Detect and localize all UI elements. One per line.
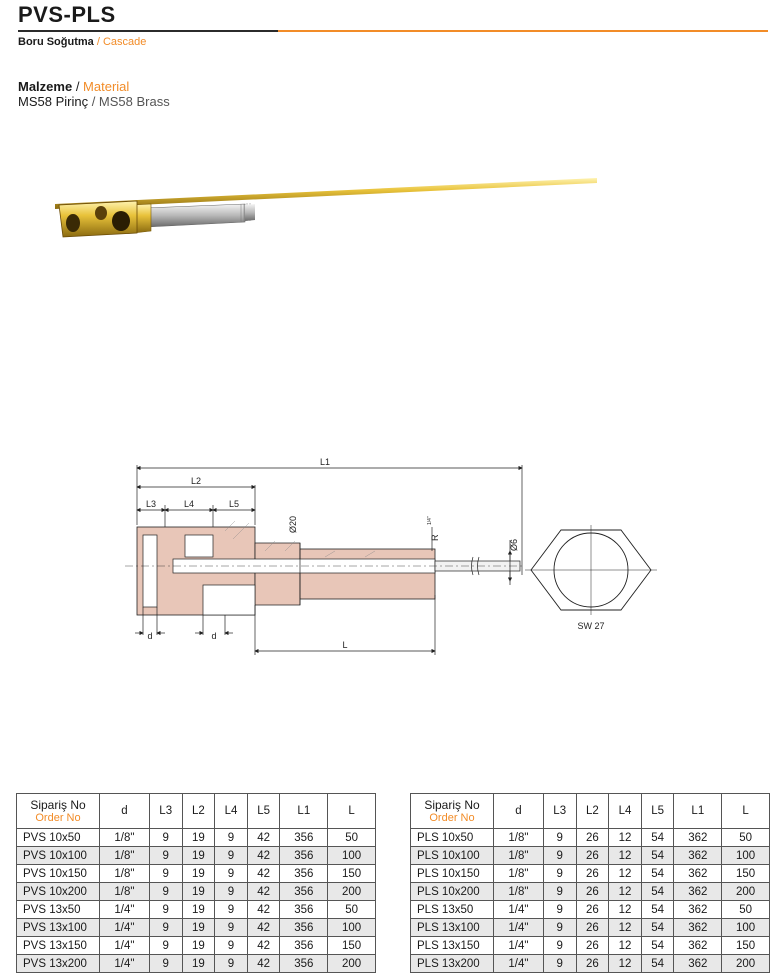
pvs-table	[16, 793, 376, 973]
table-cell: 1/8"	[100, 865, 150, 883]
table-cell: 1/8"	[100, 883, 150, 901]
table-cell: 356	[280, 901, 328, 919]
table-row	[17, 937, 376, 955]
table-row	[17, 829, 376, 847]
table-cell: 9	[149, 865, 182, 883]
material-value	[18, 94, 170, 109]
table-cell: 1/4"	[494, 901, 544, 919]
pls-col-L3: L3	[543, 794, 576, 829]
table-cell: 362	[674, 883, 722, 901]
table-row	[17, 955, 376, 973]
table-cell: 356	[280, 829, 328, 847]
table-cell: 54	[641, 847, 674, 865]
dim-L5: L5	[228, 499, 240, 509]
table-cell: 12	[609, 955, 642, 973]
pvs-col-order: Sipariş No Order No	[17, 794, 100, 829]
table-cell: 9	[215, 919, 248, 937]
table-cell: 9	[215, 829, 248, 847]
table-cell: 26	[576, 919, 609, 937]
table-cell: 26	[576, 901, 609, 919]
table-cell: 26	[576, 865, 609, 883]
table-cell: 1/8"	[494, 847, 544, 865]
table-cell: 356	[280, 937, 328, 955]
table-cell: 19	[182, 883, 215, 901]
dim-d2: d	[211, 631, 217, 641]
pls-col-L2: L2	[576, 794, 609, 829]
title-rule-orange	[278, 30, 768, 32]
table-cell: 1/8"	[100, 829, 150, 847]
table-cell: 200	[328, 955, 376, 973]
table-cell: 26	[576, 937, 609, 955]
table-cell: PLS 13x150	[411, 937, 494, 955]
table-cell: 362	[674, 847, 722, 865]
table-cell: 12	[609, 847, 642, 865]
dim-d1: d	[147, 631, 153, 641]
table-cell: 9	[543, 937, 576, 955]
material-label-sep: /	[72, 79, 84, 94]
table-cell: 1/4"	[494, 919, 544, 937]
table-cell: PLS 13x50	[411, 901, 494, 919]
pls-col-order: Sipariş No Order No	[411, 794, 494, 829]
table-cell: 12	[609, 883, 642, 901]
material-label-tr: Malzeme	[18, 79, 73, 94]
table-cell: PVS 13x50	[17, 901, 100, 919]
table-cell: 12	[609, 865, 642, 883]
table-cell: PLS 10x100	[411, 847, 494, 865]
pls-col-d: d	[494, 794, 544, 829]
table-cell: 9	[149, 955, 182, 973]
subtitle-sep: /	[93, 36, 103, 48]
table-cell: 19	[182, 919, 215, 937]
table-cell: 100	[722, 847, 770, 865]
pls-table	[410, 793, 770, 973]
table-cell: 42	[247, 865, 280, 883]
table-cell: PVS 10x100	[17, 847, 100, 865]
title-rule-dark	[18, 30, 278, 32]
technical-drawing	[125, 455, 660, 660]
table-cell: 42	[247, 955, 280, 973]
table-cell: 150	[328, 865, 376, 883]
table-cell: 9	[543, 919, 576, 937]
table-row	[411, 829, 770, 847]
dim-dia6: Ø6	[509, 538, 519, 551]
product-photo	[55, 175, 605, 255]
table-row	[411, 883, 770, 901]
table-cell: 9	[543, 847, 576, 865]
dim-L4: L4	[183, 499, 195, 509]
table-cell: 42	[247, 937, 280, 955]
table-cell: 362	[674, 937, 722, 955]
table-cell: 19	[182, 847, 215, 865]
dim-sw: SW 27	[577, 621, 605, 631]
table-cell: 42	[247, 883, 280, 901]
table-cell: 50	[328, 829, 376, 847]
table-row	[17, 865, 376, 883]
table-cell: 200	[328, 883, 376, 901]
table-cell: 1/8"	[494, 865, 544, 883]
table-row	[411, 937, 770, 955]
table-cell: 9	[149, 937, 182, 955]
table-cell: 26	[576, 955, 609, 973]
table-cell: 54	[641, 919, 674, 937]
table-cell: PLS 13x200	[411, 955, 494, 973]
table-cell: PVS 13x100	[17, 919, 100, 937]
table-cell: 54	[641, 901, 674, 919]
table-cell: 42	[247, 919, 280, 937]
table-cell: PLS 10x150	[411, 865, 494, 883]
pvs-header-row	[17, 794, 376, 829]
table-cell: 12	[609, 937, 642, 955]
table-cell: 19	[182, 937, 215, 955]
table-cell: 9	[215, 883, 248, 901]
subtitle	[18, 36, 146, 48]
table-row	[411, 847, 770, 865]
subtitle-en: Cascade	[102, 36, 147, 48]
table-cell: 150	[328, 937, 376, 955]
table-cell: 26	[576, 829, 609, 847]
table-cell: 54	[641, 937, 674, 955]
table-cell: 19	[182, 865, 215, 883]
dim-L3: L3	[145, 499, 157, 509]
table-cell: 356	[280, 883, 328, 901]
table-cell: 150	[722, 937, 770, 955]
table-cell: 12	[609, 829, 642, 847]
table-cell: 12	[609, 901, 642, 919]
table-row	[17, 883, 376, 901]
table-cell: 26	[576, 847, 609, 865]
table-cell: 9	[215, 847, 248, 865]
table-cell: 1/4"	[100, 937, 150, 955]
page-title: PVS-PLS	[18, 2, 116, 27]
table-cell: 9	[215, 865, 248, 883]
table-cell: 54	[641, 865, 674, 883]
table-cell: 9	[543, 883, 576, 901]
table-cell: 100	[722, 919, 770, 937]
table-cell: 1/4"	[100, 955, 150, 973]
table-cell: 362	[674, 829, 722, 847]
table-cell: 9	[215, 955, 248, 973]
table-cell: PLS 10x50	[411, 829, 494, 847]
table-cell: 42	[247, 847, 280, 865]
table-cell: PVS 10x50	[17, 829, 100, 847]
table-cell: 19	[182, 955, 215, 973]
pls-col-L: L	[722, 794, 770, 829]
table-row	[17, 847, 376, 865]
pls-header-row	[411, 794, 770, 829]
table-cell: 356	[280, 865, 328, 883]
dim-L1: L1	[319, 457, 331, 467]
table-cell: 1/4"	[100, 901, 150, 919]
table-cell: 9	[149, 901, 182, 919]
pvs-col-d: d	[100, 794, 150, 829]
table-cell: 356	[280, 919, 328, 937]
pvs-col-L1: L1	[280, 794, 328, 829]
table-cell: 9	[543, 901, 576, 919]
dim-thread: R	[430, 534, 440, 541]
table-cell: 50	[722, 829, 770, 847]
dim-L: L	[342, 640, 348, 650]
table-cell: 9	[543, 955, 576, 973]
table-cell: 362	[674, 955, 722, 973]
table-cell: 12	[609, 919, 642, 937]
table-cell: 19	[182, 829, 215, 847]
table-cell: 1/4"	[100, 919, 150, 937]
table-cell: 1/4"	[494, 937, 544, 955]
table-cell: 200	[722, 955, 770, 973]
table-cell: 42	[247, 829, 280, 847]
pvs-col-L3: L3	[149, 794, 182, 829]
table-cell: 54	[641, 955, 674, 973]
table-cell: PVS 13x150	[17, 937, 100, 955]
dim-dia20: Ø20	[288, 515, 298, 533]
table-row	[411, 955, 770, 973]
pvs-col-L: L	[328, 794, 376, 829]
table-row	[17, 919, 376, 937]
table-cell: 9	[149, 847, 182, 865]
table-cell: 9	[543, 829, 576, 847]
pls-col-L1: L1	[674, 794, 722, 829]
table-cell: 100	[328, 847, 376, 865]
dim-thread-sup: 1/4"	[427, 516, 433, 525]
table-cell: PLS 10x200	[411, 883, 494, 901]
table-row	[411, 901, 770, 919]
material-label-en: Material	[83, 79, 130, 94]
material-heading	[18, 79, 129, 94]
table-cell: 362	[674, 865, 722, 883]
table-cell: 1/8"	[494, 883, 544, 901]
table-cell: 100	[328, 919, 376, 937]
table-cell: 26	[576, 883, 609, 901]
material-value-sep: /	[88, 94, 99, 109]
material-value-en: MS58 Brass	[98, 94, 170, 109]
table-cell: 1/8"	[100, 847, 150, 865]
table-cell: PVS 10x150	[17, 865, 100, 883]
dim-L2: L2	[190, 476, 202, 486]
table-cell: 356	[280, 955, 328, 973]
pls-col-L4: L4	[609, 794, 642, 829]
table-cell: 362	[674, 901, 722, 919]
table-cell: 9	[149, 919, 182, 937]
table-cell: 200	[722, 883, 770, 901]
table-cell: 1/4"	[494, 955, 544, 973]
table-cell: 150	[722, 865, 770, 883]
table-cell: 50	[328, 901, 376, 919]
material-value-tr: MS58 Pirinç	[18, 94, 89, 109]
table-row	[411, 865, 770, 883]
table-cell: 356	[280, 847, 328, 865]
subtitle-tr: Boru Soğutma	[18, 36, 94, 48]
table-cell: PLS 13x100	[411, 919, 494, 937]
table-cell: 1/8"	[494, 829, 544, 847]
table-cell: 9	[149, 883, 182, 901]
table-cell: 50	[722, 901, 770, 919]
table-row	[17, 901, 376, 919]
pvs-col-L2: L2	[182, 794, 215, 829]
table-cell: 42	[247, 901, 280, 919]
table-cell: 9	[543, 865, 576, 883]
table-cell: PVS 10x200	[17, 883, 100, 901]
table-cell: 362	[674, 919, 722, 937]
table-cell: 19	[182, 901, 215, 919]
pvs-col-L4: L4	[215, 794, 248, 829]
table-cell: 54	[641, 829, 674, 847]
table-cell: 9	[215, 937, 248, 955]
table-cell: 54	[641, 883, 674, 901]
pls-col-L5: L5	[641, 794, 674, 829]
table-cell: 9	[215, 901, 248, 919]
table-cell: PVS 13x200	[17, 955, 100, 973]
table-row	[411, 919, 770, 937]
table-cell: 9	[149, 829, 182, 847]
pvs-col-L5: L5	[247, 794, 280, 829]
